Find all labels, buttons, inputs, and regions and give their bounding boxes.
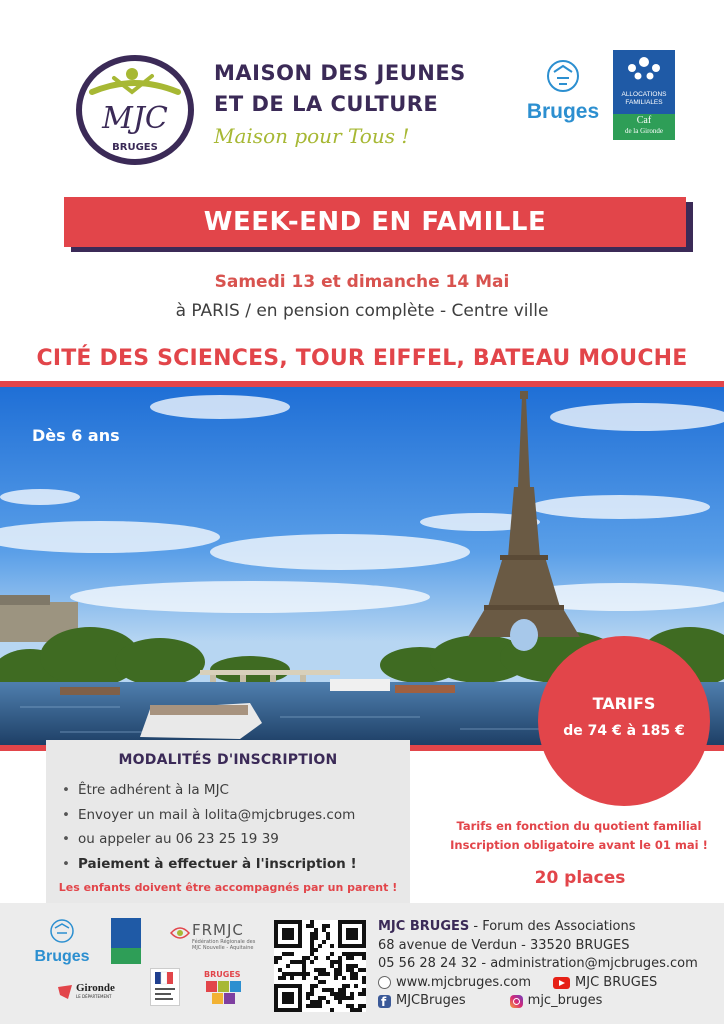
partner-bruges2-text: BRUGES <box>204 970 241 979</box>
inscription-item: • ou appeler au 06 23 25 19 39 <box>62 827 410 852</box>
inscription-item: • Être adhérent à la MJC <box>62 778 410 803</box>
tarifs-label: TARIFS <box>592 694 656 713</box>
partner-republique-logo <box>150 968 180 1006</box>
contact-info <box>378 918 718 1011</box>
partner-caf-logo <box>111 918 141 964</box>
inscription-item: • Envoyer un mail à lolita@mjcbruges.com <box>62 803 410 828</box>
frmjc-eye-icon <box>170 923 190 943</box>
org-tagline: Maison pour Tous ! <box>214 124 410 148</box>
tarifs-badge <box>538 636 710 806</box>
bruges-logo-text: Bruges <box>526 100 600 123</box>
event-dates: Samedi 13 et dimanche 14 Mai <box>214 272 510 292</box>
mjc-logo-text: MJC <box>102 101 168 136</box>
event-banner <box>64 197 686 247</box>
facebook-icon <box>378 995 391 1008</box>
partner-frmjc-logo <box>170 921 256 961</box>
footer-address: 68 avenue de Verdun - 33520 BRUGES <box>378 937 630 953</box>
tarifs-range: de 74 € à 185 € <box>563 723 685 739</box>
partner-bruges-logo <box>30 918 94 968</box>
partner-gironde-logo <box>56 982 122 1004</box>
partner-bruges-text: Bruges <box>34 948 90 965</box>
inscription-box <box>46 740 410 903</box>
partner-gironde-sub: LE DÉPARTEMENT <box>76 994 112 999</box>
tarif-note-line2: Inscription obligatoire avant le 01 mai ! <box>450 838 708 852</box>
payment-text: Paiement à effectuer à l'inscription ! <box>77 855 357 872</box>
partner-frmjc-sub: Fédération Régionale des MJC Nouvelle - Aquitaine <box>192 939 256 951</box>
footer-website[interactable]: www.mjcbruges.com <box>396 974 532 990</box>
event-activities: CITÉ DES SCIENCES, TOUR EIFFEL, BATEAU MOUCHE <box>36 346 688 371</box>
org-title-line1: MAISON DES JEUNES <box>214 61 466 85</box>
web-icon <box>378 976 391 989</box>
caf-line4: de la Gironde <box>624 127 664 135</box>
footer-org-name: MJC BRUGES <box>378 919 470 934</box>
instagram-icon <box>510 995 523 1008</box>
caf-line2: FAMILIALES <box>625 99 663 106</box>
age-label: Dès 6 ans <box>32 426 120 445</box>
partner-gironde-text: Gironde <box>76 982 115 994</box>
bruges-crest-icon <box>543 58 583 94</box>
tarif-note <box>450 817 708 855</box>
places-count: 20 places <box>534 868 626 888</box>
qr-code[interactable] <box>274 920 366 1012</box>
inscription-list <box>46 778 410 876</box>
mjc-logo <box>74 52 196 168</box>
footer-instagram[interactable]: mjc_bruges <box>527 993 603 1008</box>
bruges-logo <box>520 58 606 128</box>
event-title: WEEK-END EN FAMILLE <box>203 207 547 237</box>
footer-org-suffix: - Forum des Associations <box>469 919 636 934</box>
caf-line1: ALLOCATIONS <box>621 91 667 98</box>
inscription-title: MODALITÉS D'INSCRIPTION <box>118 752 338 768</box>
tarif-note-line1: Tarifs en fonction du quotient familial <box>456 819 702 833</box>
gironde-icon <box>56 983 74 1001</box>
bruges-crest-icon <box>47 918 77 944</box>
org-title <box>214 58 514 148</box>
caf-logo <box>613 50 675 140</box>
partner-bruges-puzzle-logo <box>200 968 248 1008</box>
footer-youtube[interactable]: MJC BRUGES <box>575 974 658 990</box>
partner-frmjc-text: FRMJC <box>192 921 244 939</box>
caf-line3: Caf <box>636 115 652 126</box>
org-title-line2: ET DE LA CULTURE <box>214 92 439 116</box>
footer-facebook[interactable]: MJCBruges <box>396 993 466 1008</box>
inscription-item-payment <box>62 852 410 877</box>
inscription-warning: Les enfants doivent être accompagnés par un parent ! <box>58 881 398 894</box>
footer-phone-email[interactable]: 05 56 28 24 32 - administration@mjcbruges.com <box>378 956 698 971</box>
event-place: à PARIS / en pension complète - Centre ville <box>175 301 549 321</box>
marianne-icon <box>151 969 179 1005</box>
caf-people-icon <box>615 52 673 86</box>
youtube-icon <box>553 977 570 989</box>
mjc-logo-sub: BRUGES <box>112 142 158 153</box>
